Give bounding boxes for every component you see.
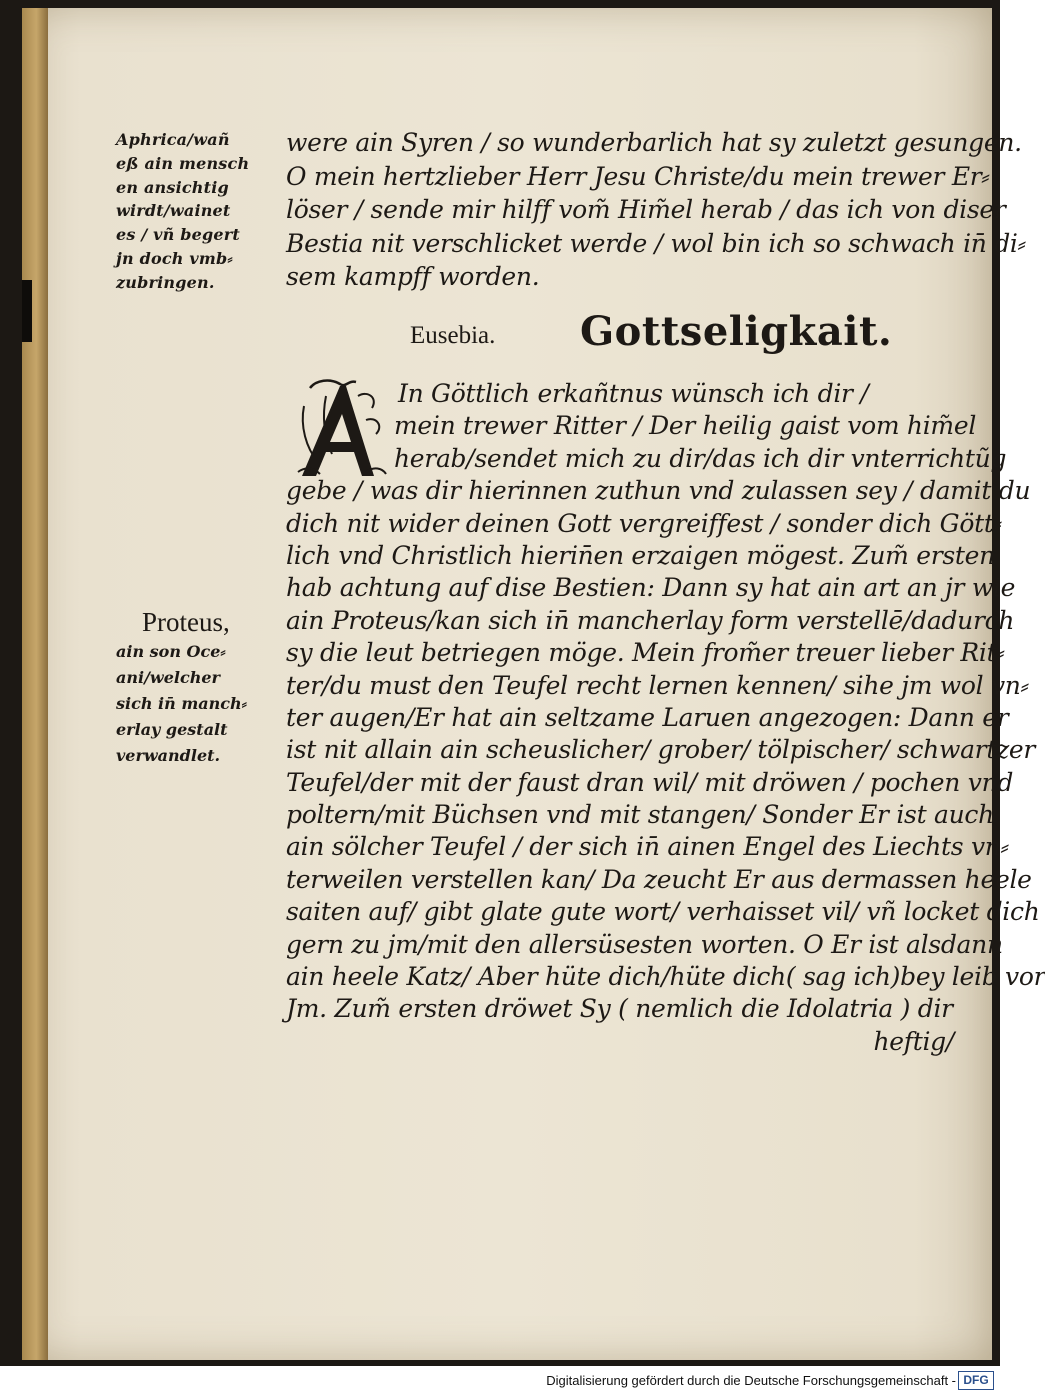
section-heading — [410, 308, 970, 368]
dfg-logo: DFG — [958, 1371, 994, 1390]
text-line: were ain Syren / so wunderbarlich hat sy zuletzt gesungen. — [286, 128, 1022, 157]
text-line: mein trewer Ritter / Der heilig gaist vom him̃el — [394, 411, 977, 441]
text-line: O mein hertzlieber Herr Jesu Christe/du mein trewer Er⸗ — [286, 161, 990, 191]
text-line: In Göttlich erkañtnus wünsch ich dir / — [398, 379, 869, 408]
text-line: terweilen verstellen kan/ Da zeucht Er aus dermassen heele — [286, 864, 1032, 894]
text-line: ain Proteus/kan sich in̄ mancherlay form verstellē/dadurch — [286, 605, 1015, 635]
heading-german: Gottseligkait. — [580, 308, 893, 355]
text-line: Jm. Zum̃ ersten dröwet Sy ( nemlich die Idolatria ) dir — [286, 994, 953, 1024]
text-line: ain sölcher Teufel / der sich in̄ ainen Engel des Liechts vn⸗ — [286, 832, 1009, 862]
margin-line: wirdt/wainet — [116, 201, 231, 221]
body-text-main — [286, 378, 1045, 1058]
margin-line: ain son Oce⸗ — [116, 642, 226, 661]
margin-line: eß ain mensch — [116, 153, 250, 173]
body-text-top — [286, 126, 1026, 294]
text-line: löser / sende mir hilff vom̃ Him̃el herab / das ich von diser — [286, 195, 1006, 224]
margin-line: verwandlet. — [116, 746, 221, 765]
margin-note-aphrica — [116, 128, 276, 295]
text-line: gern zu jm/mit den allersüsesten worten. O Er ist alsdann — [286, 929, 1003, 959]
funding-credit: Digitalisierung gefördert durch die Deutsche Forschungsgemeinschaft - — [546, 1373, 956, 1388]
margin-line: zubringen. — [116, 272, 215, 292]
margin-line: ani/welcher — [116, 668, 220, 687]
margin-line: erlay gestalt — [116, 720, 228, 739]
text-line: ter/du must den Teufel recht lernen kennen/ sihe jm wol vn⸗ — [286, 670, 1029, 700]
margin-heading: Proteus, — [142, 607, 230, 637]
text-line: ist nit allain ain scheuslicher/ grober/ tölpischer/ schwartzer — [286, 735, 1036, 765]
text-line: hab achtung auf dise Bestien: Dann sy hat ain art an jr wie — [286, 573, 1016, 603]
text-line: Teufel/der mit der faust dran wil/ mit dröwen / pochen vnd — [286, 767, 1014, 797]
margin-line: es / vñ begert — [116, 225, 241, 245]
spine-shadow-mark — [22, 280, 32, 342]
text-line: saiten auf/ gibt glate gute wort/ verhaisset vil/ vñ locket dich — [286, 897, 1040, 927]
text-line: gebe / was dir hierinnen zuthun vnd zulassen sey / damit du — [286, 476, 1031, 506]
text-line: sem kampff worden. — [286, 262, 540, 291]
text-line: dich nit wider deinen Gott vergreiffest / sonder dich Gött⸗ — [286, 508, 1002, 538]
text-line: ter augen/Er hat ain seltzame Laruen angezogen: Dann er — [286, 702, 1009, 732]
catchword: heftig/ — [873, 1026, 954, 1056]
margin-line: sich in̄ manch⸗ — [116, 694, 247, 713]
text-line: lich vnd Christlich hierin̄en erzaigen mögest. Zum̃ ersten — [286, 540, 995, 570]
footer-bar — [0, 1366, 1000, 1394]
text-line: ain heele Katz/ Aber hüte dich/hüte dich( sag ich)bey leib vor — [286, 962, 1045, 992]
margin-line: en ansichtig — [116, 177, 229, 197]
margin-note-proteus — [116, 605, 276, 769]
text-line: sy die leut betriegen möge. Mein from̃er treuer lieber Rit⸗ — [286, 638, 1005, 668]
margin-line: Aphrica/wañ — [116, 130, 230, 149]
heading-latin: Eusebia. — [410, 322, 496, 349]
margin-line: jn doch vmb⸗ — [116, 248, 233, 268]
text-line: poltern/mit Büchsen vnd mit stangen/ Sonder Er ist auch — [286, 800, 994, 830]
text-line: herab/sendet mich zu dir/das ich dir vnterrichtũg — [394, 443, 1007, 473]
text-line: Bestia nit verschlicket werde / wol bin ich so schwach in̄ di⸗ — [286, 228, 1026, 258]
book-spine-edge — [22, 8, 48, 1360]
